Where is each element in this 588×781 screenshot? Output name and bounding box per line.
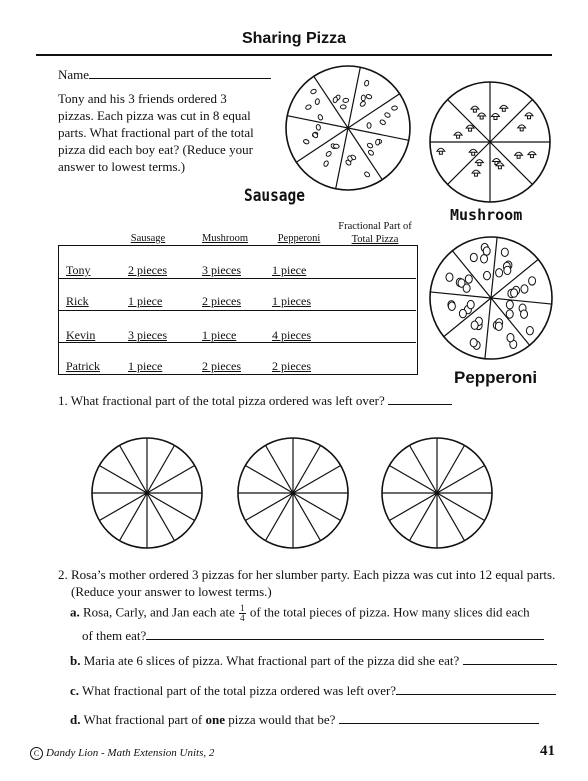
question-number: 2.	[58, 567, 68, 582]
header-pepperoni: Pepperoni	[277, 233, 321, 244]
table-divider	[58, 310, 416, 311]
row-mushroom: 2 pieces	[202, 359, 241, 373]
part-label: d.	[70, 712, 81, 727]
header-mushroom: Mushroom	[201, 233, 249, 244]
sausage-label: Sausage	[244, 186, 305, 206]
mushroom-pizza-image	[426, 78, 554, 206]
name-line[interactable]	[89, 66, 271, 79]
header-fractional-line2: Total Pizza	[351, 234, 399, 245]
pepperoni-label: Pepperoni	[454, 368, 538, 387]
row-pepperoni: 4 pieces	[272, 328, 311, 342]
row-pepperoni: 1 pieces	[272, 294, 311, 308]
blank-pizza-circle	[378, 434, 496, 552]
part-text: What fractional part of	[83, 712, 203, 727]
question-1	[58, 392, 452, 409]
part-label: b.	[70, 653, 81, 668]
mushroom-label: Mushroom	[450, 206, 523, 224]
answer-blank[interactable]	[463, 652, 557, 665]
part-text-emphasis: one	[205, 712, 225, 727]
answer-blank[interactable]	[388, 392, 452, 405]
answer-blank[interactable]	[146, 627, 544, 640]
table-divider	[58, 278, 416, 279]
question-2-line2: (Reduce your answer to lowest terms.)	[71, 584, 272, 599]
part-text: Maria ate 6 slices of pizza. What fractional part of the pizza did she eat?	[83, 653, 460, 668]
row-sausage: 2 pieces	[128, 263, 167, 277]
question-number: 1.	[58, 393, 68, 408]
question-2a	[70, 604, 560, 623]
question-text: Rosa’s mother ordered 3 pizzas for her slumber party. Each pizza was cut into 12 equal parts.	[71, 567, 556, 582]
sausage-pizza-image	[268, 62, 426, 194]
header-sausage: Sausage	[130, 233, 166, 244]
row-pepperoni: 1 piece	[272, 263, 307, 277]
row-sausage: 1 piece	[128, 294, 163, 308]
header-fractional-line1: Fractional Part of	[338, 221, 412, 232]
part-label: c.	[70, 683, 80, 698]
name-field[interactable]	[58, 66, 271, 83]
question-2d	[70, 711, 539, 728]
question-text: What fractional part of the total pizza ordered was left over?	[70, 393, 385, 408]
footer-copyright	[30, 747, 214, 760]
row-mushroom: 3 pieces	[202, 263, 241, 277]
question-2c	[70, 682, 556, 699]
part-text: of them eat?	[82, 628, 147, 643]
part-text: What fractional part of the total pizza ordered was left over?	[82, 683, 397, 698]
intro-paragraph: Tony and his 3 friends ordered 3 pizzas. Each pizza was cut in 8 equal parts. What fractional part of the total pizza did each boy eat? (Reduce your answer to lowest terms.)	[58, 91, 254, 174]
footer-text: Dandy Lion - Math Extension Units, 2	[46, 747, 215, 759]
part-text: pizza would that be?	[228, 712, 336, 727]
part-text: Rosa, Carly, and Jan each ate	[83, 604, 235, 620]
blank-pizza-circle	[234, 434, 352, 552]
page-title: Sharing Pizza	[241, 30, 347, 47]
row-mushroom: 2 pieces	[202, 294, 241, 308]
fraction-numerator: 1	[240, 603, 245, 613]
answer-blank[interactable]	[396, 682, 556, 695]
row-sausage: 3 pieces	[128, 328, 167, 342]
question-2b	[70, 652, 557, 669]
page-number: 41	[540, 743, 555, 759]
question-2-line1	[58, 567, 555, 583]
row-name: Tony	[66, 263, 91, 277]
row-mushroom: 1 piece	[202, 328, 237, 342]
header-fractional-part	[330, 220, 420, 246]
table-divider	[58, 342, 416, 343]
blank-pizza-circle	[88, 434, 206, 552]
part-text: of the total pieces of pizza. How many slices did each	[249, 604, 530, 620]
answer-blank[interactable]	[339, 711, 539, 724]
fraction-denominator: 4	[240, 613, 245, 623]
part-label: a.	[70, 604, 80, 620]
row-sausage: 1 piece	[128, 359, 163, 373]
row-name: Patrick	[66, 359, 100, 373]
pepperoni-pizza-image	[426, 232, 556, 364]
name-label: Name	[58, 67, 90, 82]
copyright-icon: C	[30, 747, 43, 760]
row-pepperoni: 2 pieces	[272, 359, 311, 373]
row-name: Rick	[66, 294, 89, 308]
fraction-one-fourth	[239, 604, 246, 623]
question-2a-line2	[82, 627, 544, 644]
row-name: Kevin	[66, 328, 96, 342]
